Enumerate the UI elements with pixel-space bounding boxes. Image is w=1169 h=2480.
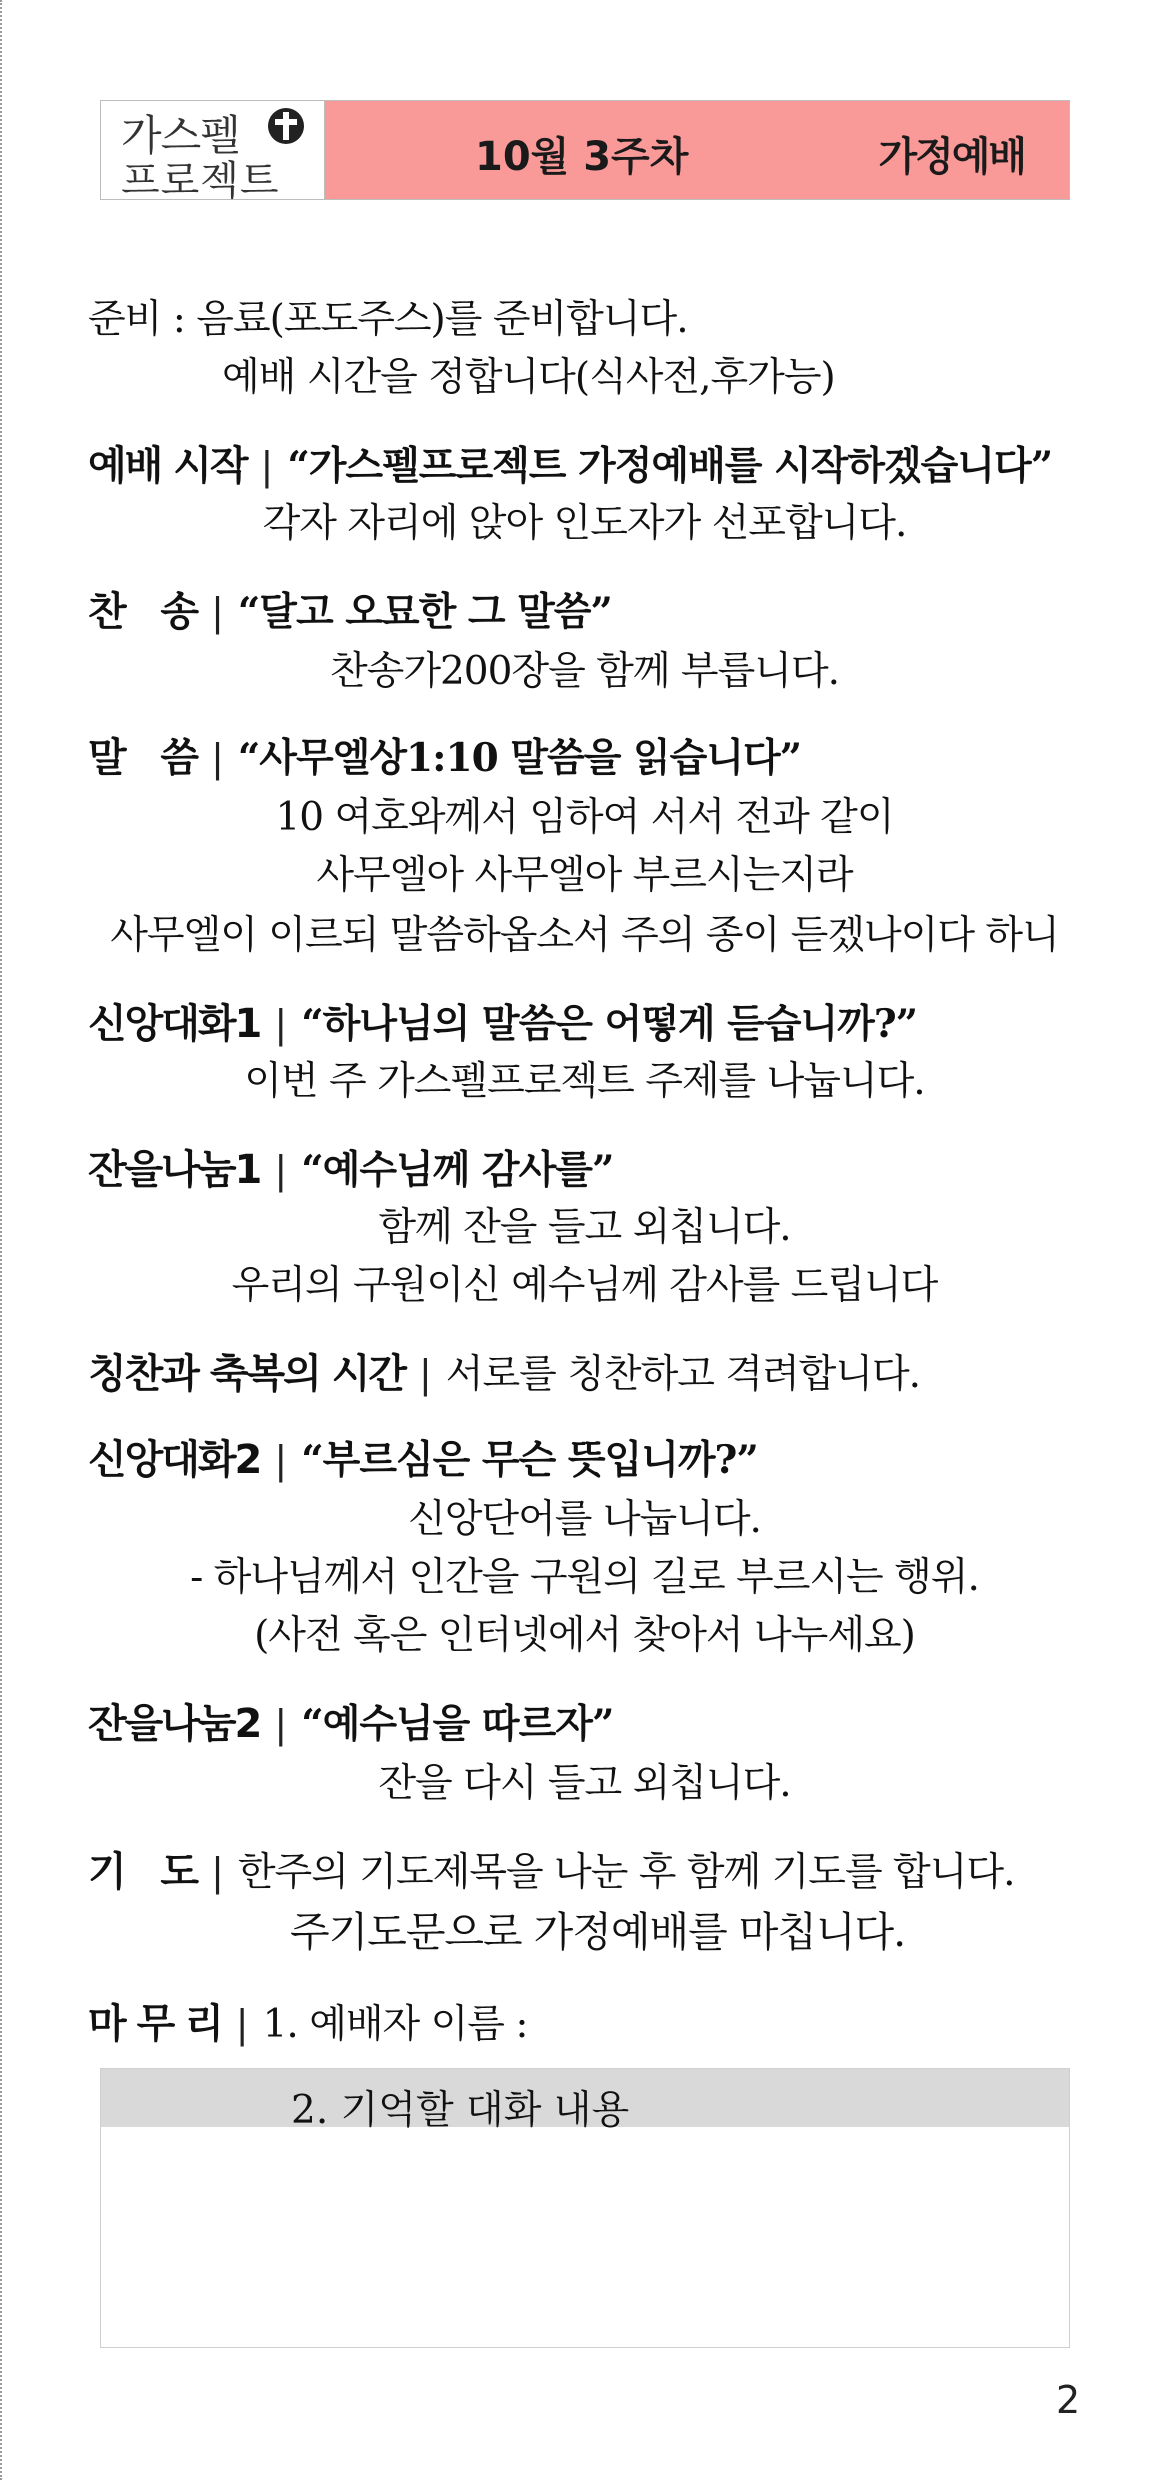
logo-line-1: 가스펠 xyxy=(121,111,240,160)
section-label: 마 무 리 xyxy=(88,2001,222,2047)
divider-bar: | xyxy=(260,444,274,488)
section-label: 칭찬과 축복의 시간 xyxy=(88,1351,405,1397)
section-description: 서로를 칭찬하고 격려합니다. xyxy=(445,1352,921,1397)
divider-bar: | xyxy=(211,1850,224,1894)
divider-bar: | xyxy=(274,1702,288,1746)
section-quote: “예수님께 감사를” xyxy=(301,1147,614,1193)
divider-bar: | xyxy=(235,2002,249,2046)
section-quote: “하나님의 말씀은 어떻게 듣습니까?” xyxy=(301,1001,918,1047)
prep-line-2: 예배 시간을 정합니다(식사전,후가능) xyxy=(222,355,835,400)
section-quote: “가스펠프로젝트 가정예배를 시작하겠습니다” xyxy=(287,443,1053,489)
cup-sharing-2-description: 잔을 다시 들고 외칩니다. xyxy=(378,1761,791,1806)
section-praise-blessing xyxy=(88,1351,921,1397)
section-label: 기 도 xyxy=(88,1849,198,1895)
section-quote: “사무엘상1:10 말씀을 읽습니다” xyxy=(237,735,802,781)
section-closing xyxy=(88,2001,528,2047)
memo-header xyxy=(101,2069,1069,2133)
cross-icon xyxy=(267,107,305,145)
section-label: 잔을나눔1 xyxy=(88,1147,261,1193)
section-label: 예배 시작 xyxy=(88,443,247,489)
section-label: 말 씀 xyxy=(88,735,198,781)
divider-bar: | xyxy=(211,736,224,780)
worship-title: 가정예배 xyxy=(878,134,1025,180)
title-band xyxy=(325,101,1069,199)
faith-talk-1-description: 이번 주 가스펠프로젝트 주제를 나눕니다. xyxy=(244,1059,925,1104)
divider-bar: | xyxy=(274,1148,288,1192)
faith-talk-2-line-3: (사전 혹은 인터넷에서 찾아서 나누세요) xyxy=(254,1613,915,1658)
section-quote: “부르심은 무슨 뜻입니까?” xyxy=(301,1437,758,1483)
verse-line-3: 사무엘이 이르되 말씀하옵소서 주의 종이 듣겠나이다 하니 xyxy=(110,913,1059,958)
cup-sharing-1-line-2: 우리의 구원이신 예수님께 감사를 드립니다 xyxy=(231,1263,938,1308)
faith-talk-2-line-2: - 하나님께서 인간을 구원의 길로 부르시는 행위. xyxy=(190,1555,979,1600)
memo-box[interactable] xyxy=(100,2068,1070,2348)
section-faith-talk-2 xyxy=(88,1437,758,1483)
section-quote: “예수님을 따르자” xyxy=(301,1701,614,1747)
page-number: 2 xyxy=(1056,2378,1081,2422)
prayer-description-1: 한주의 기도제목을 나눈 후 함께 기도를 합니다. xyxy=(237,1850,1015,1895)
verse-line-1: 10 여호와께서 임하여 서서 전과 같이 xyxy=(275,795,894,840)
section-cup-sharing-1 xyxy=(88,1147,614,1193)
week-label: 10월 3주차 xyxy=(475,134,689,180)
worshiper-name-label: 1. 예배자 이름 : xyxy=(262,2002,528,2047)
section-cup-sharing-2 xyxy=(88,1701,614,1747)
section-prayer xyxy=(88,1849,1015,1895)
cup-sharing-1-line-1: 함께 잔을 들고 외칩니다. xyxy=(378,1205,791,1250)
gospel-project-logo xyxy=(101,101,325,204)
logo-line-2: 프로젝트 xyxy=(121,158,280,204)
section-label: 잔을나눔2 xyxy=(88,1701,261,1747)
hymn-description: 찬송가200장을 함께 부릅니다. xyxy=(329,649,840,694)
section-label: 신앙대화2 xyxy=(88,1437,261,1483)
section-faith-talk-1 xyxy=(88,1001,918,1047)
section-hymn xyxy=(88,589,612,635)
start-description: 각자 자리에 앉아 인도자가 선포합니다. xyxy=(262,501,907,546)
section-word xyxy=(88,735,802,781)
divider-bar: | xyxy=(211,590,224,634)
divider-bar: | xyxy=(274,1002,288,1046)
verse-line-2: 사무엘아 사무엘아 부르시는지라 xyxy=(316,853,853,898)
divider-bar: | xyxy=(274,1438,288,1482)
worship-header xyxy=(100,100,1070,204)
memo-header-label: 2. 기억할 대화 내용 xyxy=(291,2088,630,2133)
prayer-description-2: 주기도문으로 가정예배를 마칩니다. xyxy=(290,1908,906,1956)
section-quote: “달고 오묘한 그 말씀” xyxy=(237,589,612,635)
faith-talk-2-line-1: 신앙단어를 나눕니다. xyxy=(408,1497,761,1542)
prep-line-1: 준비 : 음료(포도주스)를 준비합니다. xyxy=(88,297,688,342)
divider-bar: | xyxy=(418,1352,432,1396)
section-label: 신앙대화1 xyxy=(88,1001,261,1047)
section-start xyxy=(88,443,1053,489)
section-label: 찬 송 xyxy=(88,589,198,635)
